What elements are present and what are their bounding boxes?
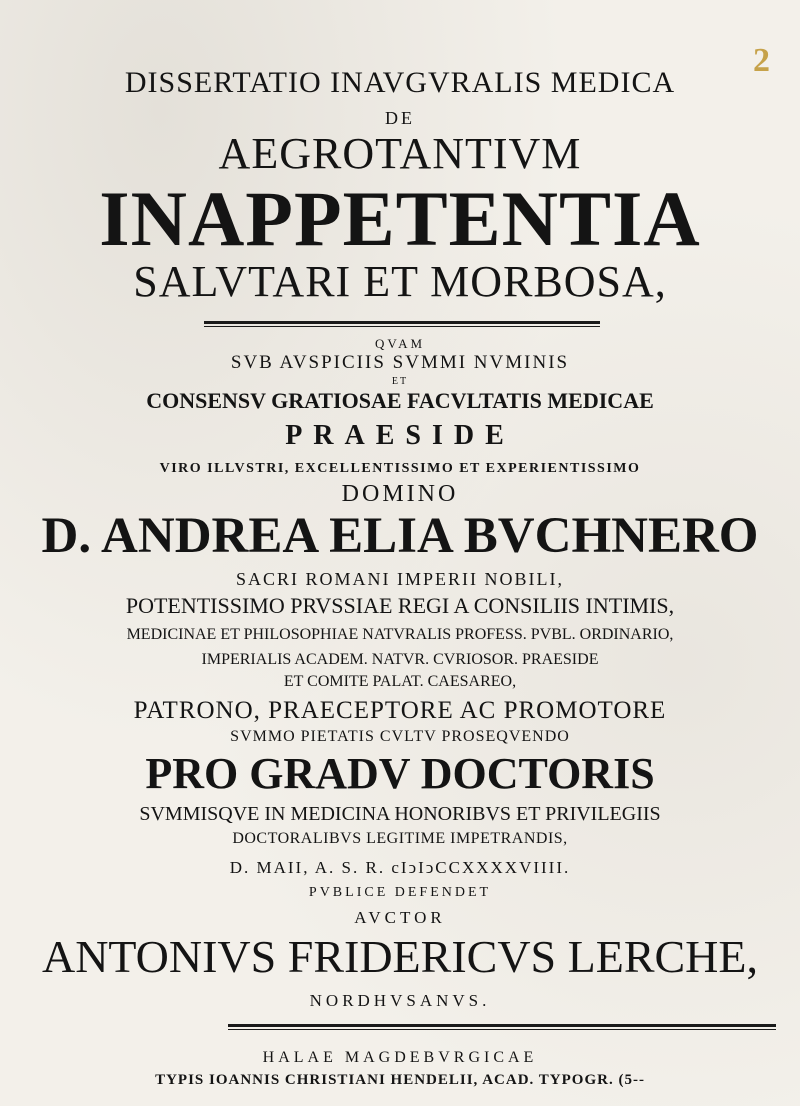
domino-line: DOMINO <box>341 481 459 507</box>
potentissimo-line: POTENTISSIMO PRVSSIAE REGI A CONSILIIS INTIMIS, <box>125 593 675 618</box>
pro-gradv-doctoris-line: PRO GRADV DOCTORIS <box>145 749 655 798</box>
aegrotantivm-title: AEGROTANTIVM <box>218 129 582 178</box>
page-number: 2 <box>753 42 770 79</box>
svmmo-pietatis-line: SVMMO PIETATIS CVLTV PROSEQVENDO <box>230 728 570 745</box>
author-name: ANTONIVS FRIDERICVS LERCHE, <box>41 931 759 982</box>
qvam-line: QVAM <box>374 336 426 351</box>
pvblice-defendet-line: PVBLICE DEFENDET <box>308 885 492 900</box>
consensv-line: CONSENSV GRATIOSAE FACVLTATIS MEDICAE <box>146 388 654 413</box>
sacri-romani-line: SACRI ROMANI IMPERII NOBILI, <box>235 569 564 589</box>
inappetentia-title: INAPPETENTIA <box>99 175 701 262</box>
title-divider-rule-thin <box>204 326 600 327</box>
medicinae-line: MEDICINAE ET PHILOSOPHIAE NATVRALIS PROFESS. PVBL. ORDINARIO, <box>126 626 674 643</box>
praeses-name: D. ANDREA ELIA BVCHNERO <box>41 508 759 564</box>
salvtari-title: SALVTARI ET MORBOSA, <box>133 257 667 306</box>
svmmisqve-line: SVMMISQVE IN MEDICINA HONORIBVS ET PRIVILEGIIS <box>139 803 661 825</box>
imprint-divider-rule <box>228 1024 776 1027</box>
title-divider-rule <box>204 321 600 324</box>
disputation-date: D. MAII, A. S. R. cIↄIↄCCXXXXVIIII. <box>229 858 571 877</box>
de-line: DE <box>385 108 415 128</box>
viro-illvstri-line: VIRO ILLVSTRI, EXCELLENTISSIMO ET EXPERIENTISSIMO <box>159 461 641 476</box>
dissertatio-heading: DISSERTATIO INAVGVRALIS MEDICA <box>124 66 676 99</box>
avctor-line: AVCTOR <box>354 908 446 927</box>
patrono-line: PATRONO, PRAECEPTORE AC PROMOTORE <box>133 697 667 724</box>
svb-avspiciis-line: SVB AVSPICIIS SVMMI NVMINIS <box>230 352 570 373</box>
doctoralibvs-line: DOCTORALIBVS LEGITIME IMPETRANDIS, <box>232 830 568 847</box>
imperialis-line: IMPERIALIS ACADEM. NATVR. CVRIOSOR. PRAESIDE <box>201 651 599 668</box>
imprint-printer: TYPIS IOANNIS CHRISTIANI HENDELII, ACAD. TYPOGR. (5-- <box>155 1072 645 1088</box>
nordhvsanvs-line: NORDHVSANVS. <box>309 991 491 1010</box>
comite-palat-line: ET COMITE PALAT. CAESAREO, <box>283 673 517 690</box>
imprint-divider-rule-thin <box>228 1029 776 1030</box>
et-line: ET <box>391 376 409 387</box>
imprint-place: HALAE MAGDEBVRGICAE <box>262 1049 538 1066</box>
praeside-line: PRAESIDE <box>285 420 515 451</box>
